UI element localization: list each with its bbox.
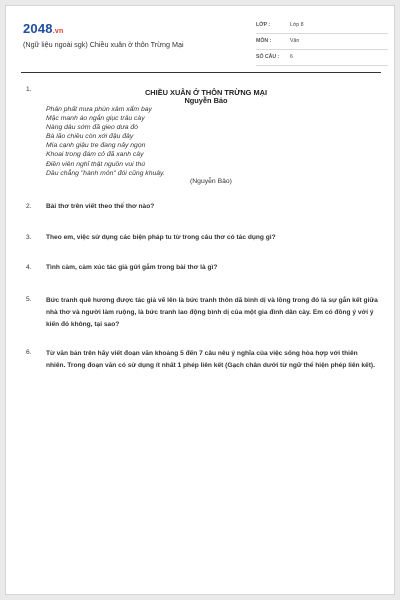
poem-line: Khoai trong đám cỏ đã xanh cây	[46, 151, 144, 159]
poem-line: Điền viên nghĩ thật nguồn vui thú	[46, 160, 146, 168]
worksheet-header	[6, 6, 394, 68]
question-number: 2.	[26, 203, 32, 210]
meta-row-subject	[256, 35, 388, 50]
poem-line: Mía cạnh giậu tre đang nảy ngọn	[46, 142, 146, 150]
site-logo[interactable]	[23, 21, 63, 36]
meta-value: Văn	[290, 38, 300, 44]
question-number: 5.	[26, 296, 32, 303]
meta-label: MÔN :	[256, 38, 272, 44]
meta-row-class	[256, 19, 388, 34]
question-text: Từ văn bản trên hãy viết đoạn văn khoảng 5 đến 7 câu nêu ý nghĩa của việc sống hòa hợp với thiên nhiên. Trong đoạn văn có sử dụng ít nhất 1 phép liên kết (Gạch chân dưới từ ngữ thể hiện phép liên kết).	[46, 350, 375, 369]
meta-row-question-count	[256, 51, 388, 66]
document-title: (Ngữ liệu ngoài sgk) Chiều xuân ở thôn Trừng Mại	[23, 40, 184, 49]
meta-label: SỐ CÂU :	[256, 54, 280, 60]
question-text: Theo em, việc sử dụng các biện pháp tu từ trong câu thơ có tác dụng gì?	[46, 234, 276, 241]
question-text: Bức tranh quê hương được tác giả vẽ lên là bức tranh thôn dã bình dị và lồng trong đó là sự gắn kết giữa nhà thơ và người làm ruộng, là bức tranh lao động bình dị của một gia đình dân cày. Em có đồng ý với ý kiến đó không, tại sao?	[46, 297, 378, 328]
question-number: 1.	[26, 86, 32, 93]
poem-title: CHIỀU XUÂN Ở THÔN TRỪNG MẠI	[144, 88, 268, 97]
question-text: Bài thơ trên viết theo thể thơ nào?	[46, 203, 155, 210]
poem-body	[46, 105, 346, 178]
question-number: 4.	[26, 264, 32, 271]
meta-label: LỚP :	[256, 22, 271, 28]
meta-value: Lớp 8	[290, 22, 304, 28]
poem-line: Mặc manh áo ngắn giục trâu cày	[46, 115, 145, 123]
question-text: Tình cảm, cảm xúc tác giả gửi gắm trong bài thơ là gì?	[46, 264, 218, 271]
header-divider	[21, 72, 381, 73]
meta-value: 6	[290, 54, 293, 60]
poem-author: Nguyễn Bảo	[184, 96, 228, 105]
question-number: 6.	[26, 349, 32, 356]
poem-line: Phân phất mưa phùn xâm xẩm bay	[46, 106, 152, 113]
logo-main: 2048	[23, 21, 53, 36]
worksheet-page	[5, 5, 395, 595]
meta-table	[256, 19, 388, 67]
poem-line: Dầu chẳng "hành môn" đói cũng khuây.	[46, 169, 165, 177]
logo-suffix: .vn	[52, 28, 64, 35]
poem-source: (Nguyễn Bảo)	[190, 178, 232, 185]
poem-line: Bà lão chiều còn xới đậu đây	[46, 133, 134, 141]
question-number: 3.	[26, 234, 32, 241]
poem-line: Nàng dâu sớm đã gieo dưa đó	[46, 124, 138, 132]
